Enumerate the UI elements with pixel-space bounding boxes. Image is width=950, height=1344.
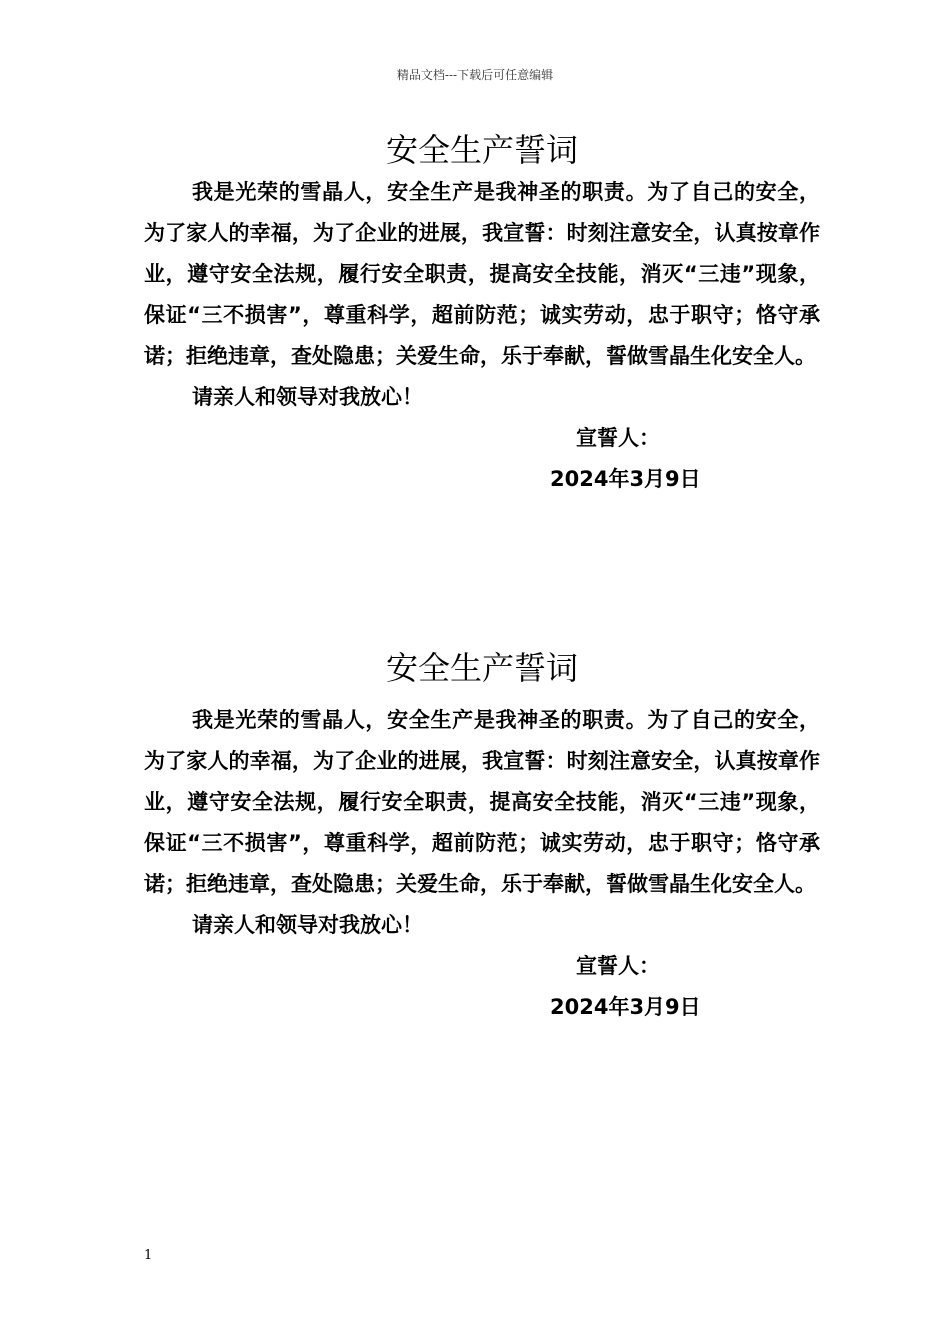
oath-section-2 — [144, 646, 820, 1028]
oath-signer: 宣誓人： — [576, 954, 660, 978]
oath-section-1 — [144, 128, 820, 500]
oath-closing: 请亲人和领导对我放心！ — [192, 913, 423, 937]
oath-body: 我是光荣的雪晶人，安全生产是我神圣的职责。为了自己的安全，为了家人的幸福，为了企业的进展，我宣誓：时刻注意安全，认真按章作业，遵守安全法规，履行安全职责，提高安全技能，消灭“三违”现象，保证“三不损害”，尊重科学，超前防范；诚实劳动，忠于职守；恪守承诺；拒绝违章，查处隐患；关爱生命，乐于奉献，誓做雪晶生化安全人。 — [144, 180, 820, 368]
oath-body: 我是光荣的雪晶人，安全生产是我神圣的职责。为了自己的安全，为了家人的幸福，为了企业的进展，我宣誓：时刻注意安全，认真按章作业，遵守安全法规，履行安全职责，提高安全技能，消灭“三违”现象，保证“三不损害”，尊重科学，超前防范；诚实劳动，忠于职守；恪守承诺；拒绝违章，查处隐患；关爱生命，乐于奉献，誓做雪晶生化安全人。 — [144, 708, 820, 896]
page-number: 1 — [144, 1248, 153, 1263]
oath-closing: 请亲人和领导对我放心！ — [192, 385, 423, 409]
oath-date: 2024年3月9日 — [550, 467, 701, 491]
oath-signer: 宣誓人： — [576, 426, 660, 450]
oath-date: 2024年3月9日 — [550, 995, 701, 1019]
page-header: 精品文档---下载后可任意编辑 — [396, 68, 554, 82]
oath-title: 安全生产誓词 — [385, 649, 578, 687]
oath-title: 安全生产誓词 — [385, 131, 578, 169]
